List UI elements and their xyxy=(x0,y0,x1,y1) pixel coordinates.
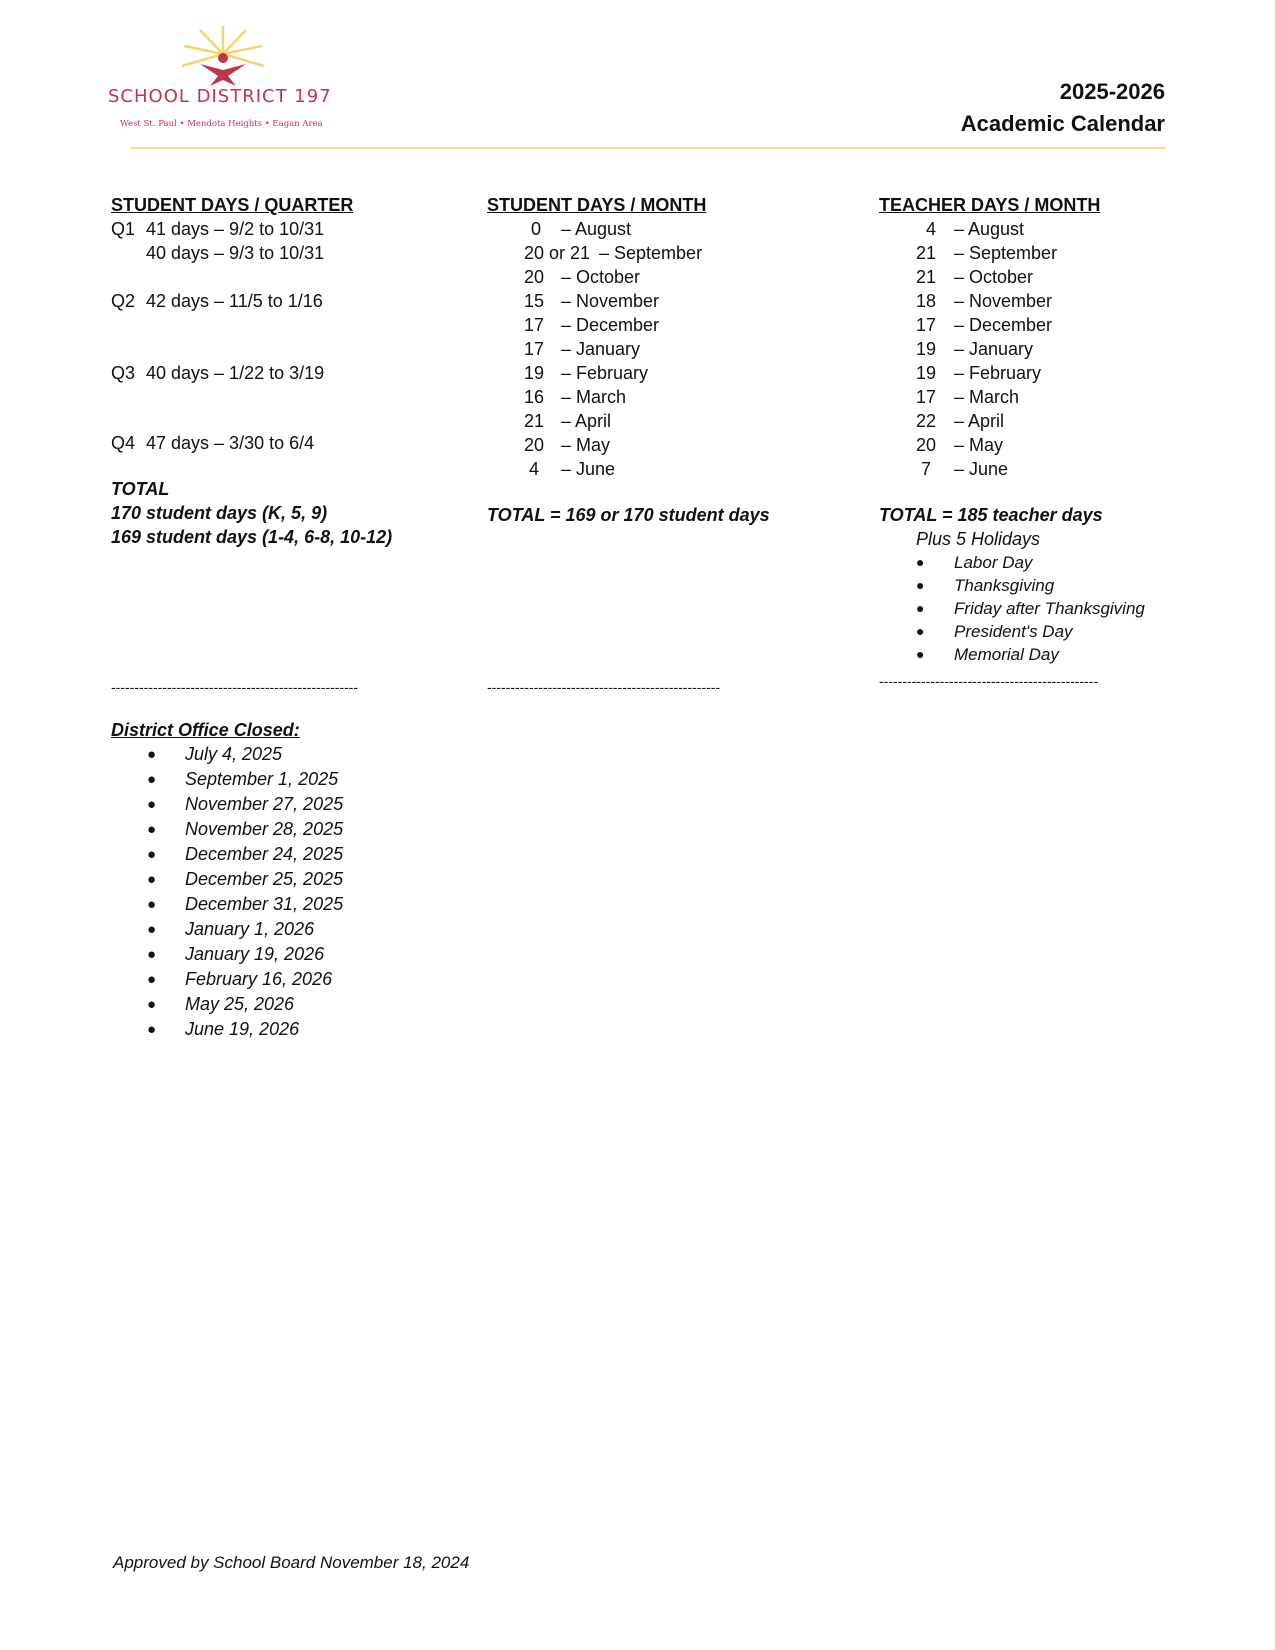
bullet-icon: ● xyxy=(916,623,925,639)
month-name: – August xyxy=(954,219,1025,239)
list-item xyxy=(111,892,511,917)
holiday-name: Thanksgiving xyxy=(954,576,1055,595)
quarter-text: 41 days – 9/2 to 10/31 xyxy=(146,219,325,239)
month-count: 19 xyxy=(524,363,545,383)
month-name: – February xyxy=(954,363,1042,383)
district-logo xyxy=(108,24,348,136)
month-row xyxy=(879,433,1179,457)
quarters-section xyxy=(111,193,441,549)
bullet-icon: ● xyxy=(916,600,925,616)
list-item xyxy=(111,742,511,767)
month-row xyxy=(879,385,1179,409)
month-row xyxy=(487,241,817,265)
list-item xyxy=(111,942,511,967)
quarter-label: Q4 xyxy=(111,433,136,453)
bullet-icon: ● xyxy=(147,771,157,788)
bullet-icon: ● xyxy=(147,871,157,888)
month-name: – November xyxy=(561,291,660,311)
quarter-row xyxy=(111,431,441,455)
month-name: – October xyxy=(954,267,1034,287)
closed-date: January 1, 2026 xyxy=(185,919,315,939)
month-row xyxy=(487,337,817,361)
month-count: 17 xyxy=(524,339,545,359)
month-row xyxy=(487,385,817,409)
month-count: 22 xyxy=(916,411,937,431)
bullet-icon: ● xyxy=(147,946,157,963)
bullet-icon: ● xyxy=(916,646,925,662)
month-count: 20 or 21 xyxy=(524,243,591,263)
quarters-total-line: 170 student days (K, 5, 9) xyxy=(111,503,328,523)
closed-date: June 19, 2026 xyxy=(185,1019,300,1039)
month-name: – April xyxy=(561,411,612,431)
bullet-icon: ● xyxy=(916,577,925,593)
bullet-icon: ● xyxy=(147,896,157,913)
quarter-row xyxy=(111,217,441,241)
teacher-months-heading: TEACHER DAYS / MONTH xyxy=(879,195,1101,215)
list-item xyxy=(916,620,1179,643)
month-name: – June xyxy=(561,459,616,479)
holiday-name: Memorial Day xyxy=(954,645,1059,664)
quarter-text: 47 days – 3/30 to 6/4 xyxy=(146,433,315,453)
month-count: 7 xyxy=(921,459,932,479)
list-item xyxy=(111,817,511,842)
bullet-icon: ● xyxy=(147,796,157,813)
quarter-label: Q3 xyxy=(111,363,136,383)
month-row xyxy=(487,457,817,481)
logo-name: SCHOOL DISTRICT 197 xyxy=(108,86,332,107)
month-row xyxy=(487,313,817,337)
month-name: – March xyxy=(954,387,1020,407)
month-name: – January xyxy=(954,339,1034,359)
month-count: 21 xyxy=(916,267,937,287)
holidays-heading: Plus 5 Holidays xyxy=(916,529,1041,549)
bullet-icon: ● xyxy=(147,971,157,988)
list-item xyxy=(111,992,511,1017)
month-count: 19 xyxy=(916,339,937,359)
closed-date: December 31, 2025 xyxy=(185,894,344,914)
list-item xyxy=(111,967,511,992)
list-item xyxy=(111,767,511,792)
title-year: 2025-2026 xyxy=(1059,79,1165,104)
month-name: – May xyxy=(954,435,1004,455)
month-row xyxy=(487,217,817,241)
logo-tagline: West St. Paul • Mendota Heights • Eagan Area xyxy=(120,119,323,129)
quarter-text: 42 days – 11/5 to 1/16 xyxy=(146,291,323,311)
divider: ----------------------------------------------------- xyxy=(111,679,359,695)
month-count: 18 xyxy=(916,291,937,311)
month-count: 20 xyxy=(524,267,545,287)
quarter-text: 40 days – 9/3 to 10/31 xyxy=(146,243,325,263)
list-item xyxy=(111,1017,511,1042)
approval-note: Approved by School Board November 18, 2024 xyxy=(113,1553,470,1572)
month-row xyxy=(487,361,817,385)
month-count: 4 xyxy=(529,459,540,479)
student-months-total: TOTAL = 169 or 170 student days xyxy=(487,505,770,525)
month-count: 17 xyxy=(916,387,937,407)
divider: -------------------------------------------------- xyxy=(487,679,721,695)
month-count: 17 xyxy=(524,315,545,335)
month-row xyxy=(487,433,817,457)
header-rule xyxy=(130,147,1166,149)
month-row xyxy=(487,409,817,433)
month-name: – January xyxy=(561,339,641,359)
month-row xyxy=(879,217,1179,241)
closed-date: September 1, 2025 xyxy=(185,769,339,789)
student-months-heading: STUDENT DAYS / MONTH xyxy=(487,195,707,215)
bullet-icon: ● xyxy=(916,554,925,570)
quarter-row xyxy=(111,361,441,385)
month-count: 20 xyxy=(524,435,545,455)
month-name: – September xyxy=(954,243,1058,263)
document-title xyxy=(961,76,1165,140)
teacher-months-section xyxy=(879,193,1179,666)
title-text: Academic Calendar xyxy=(960,111,1165,136)
list-item xyxy=(916,551,1179,574)
month-name: – May xyxy=(561,435,611,455)
month-count: 21 xyxy=(524,411,545,431)
month-row xyxy=(879,409,1179,433)
teacher-months-total: TOTAL = 185 teacher days xyxy=(879,505,1103,525)
logo-star-figure-icon xyxy=(178,24,268,86)
list-item xyxy=(916,597,1179,620)
list-item xyxy=(111,842,511,867)
bullet-icon: ● xyxy=(147,746,157,763)
month-row xyxy=(879,313,1179,337)
month-row xyxy=(487,265,817,289)
month-row xyxy=(879,457,1179,481)
district-office-section xyxy=(111,718,511,1042)
month-count: 16 xyxy=(524,387,545,407)
month-name: – February xyxy=(561,363,649,383)
month-row xyxy=(879,241,1179,265)
month-name: – August xyxy=(561,219,632,239)
month-row xyxy=(879,337,1179,361)
divider: ----------------------------------------------- xyxy=(879,673,1099,689)
month-name: – April xyxy=(954,411,1005,431)
quarters-heading: STUDENT DAYS / QUARTER xyxy=(111,195,354,215)
student-months-section xyxy=(487,193,817,527)
list-item xyxy=(111,792,511,817)
closed-date: December 25, 2025 xyxy=(185,869,344,889)
holiday-name: Friday after Thanksgiving xyxy=(954,599,1145,618)
month-row xyxy=(879,361,1179,385)
closed-dates-list xyxy=(111,742,511,1042)
month-name: – March xyxy=(561,387,627,407)
bullet-icon: ● xyxy=(147,821,157,838)
month-name: – December xyxy=(954,315,1053,335)
month-row xyxy=(879,289,1179,313)
bullet-icon: ● xyxy=(147,921,157,938)
month-count: 4 xyxy=(926,219,937,239)
closed-date: July 4, 2025 xyxy=(185,744,283,764)
holiday-name: Labor Day xyxy=(954,553,1033,572)
bullet-icon: ● xyxy=(147,996,157,1013)
bullet-icon: ● xyxy=(147,1021,157,1038)
quarters-total-label: TOTAL xyxy=(111,479,170,499)
month-count: 20 xyxy=(916,435,937,455)
month-row xyxy=(487,289,817,313)
list-item xyxy=(111,867,511,892)
quarter-row xyxy=(111,241,441,265)
month-name: – June xyxy=(954,459,1009,479)
bullet-icon: ● xyxy=(147,846,157,863)
holiday-list xyxy=(916,551,1179,666)
month-row xyxy=(879,265,1179,289)
list-item xyxy=(916,643,1179,666)
closed-date: May 25, 2026 xyxy=(185,994,295,1014)
quarters-total-line: 169 student days (1-4, 6-8, 10-12) xyxy=(111,527,393,547)
holiday-name: President's Day xyxy=(954,622,1073,641)
month-count: 15 xyxy=(524,291,545,311)
month-count: 0 xyxy=(531,219,542,239)
month-count: 17 xyxy=(916,315,937,335)
closed-date: December 24, 2025 xyxy=(185,844,344,864)
quarter-label: Q1 xyxy=(111,219,136,239)
month-name: – September xyxy=(599,243,703,263)
list-item xyxy=(111,917,511,942)
quarter-text: 40 days – 1/22 to 3/19 xyxy=(146,363,325,383)
month-name: – October xyxy=(561,267,641,287)
closed-date: January 19, 2026 xyxy=(185,944,325,964)
closed-date: February 16, 2026 xyxy=(185,969,333,989)
month-name: – November xyxy=(954,291,1053,311)
district-office-heading: District Office Closed: xyxy=(111,720,300,740)
quarter-row xyxy=(111,289,441,313)
list-item xyxy=(916,574,1179,597)
closed-date: November 28, 2025 xyxy=(185,819,344,839)
month-name: – December xyxy=(561,315,660,335)
quarter-label: Q2 xyxy=(111,291,136,311)
month-count: 21 xyxy=(916,243,937,263)
month-count: 19 xyxy=(916,363,937,383)
closed-date: November 27, 2025 xyxy=(185,794,344,814)
